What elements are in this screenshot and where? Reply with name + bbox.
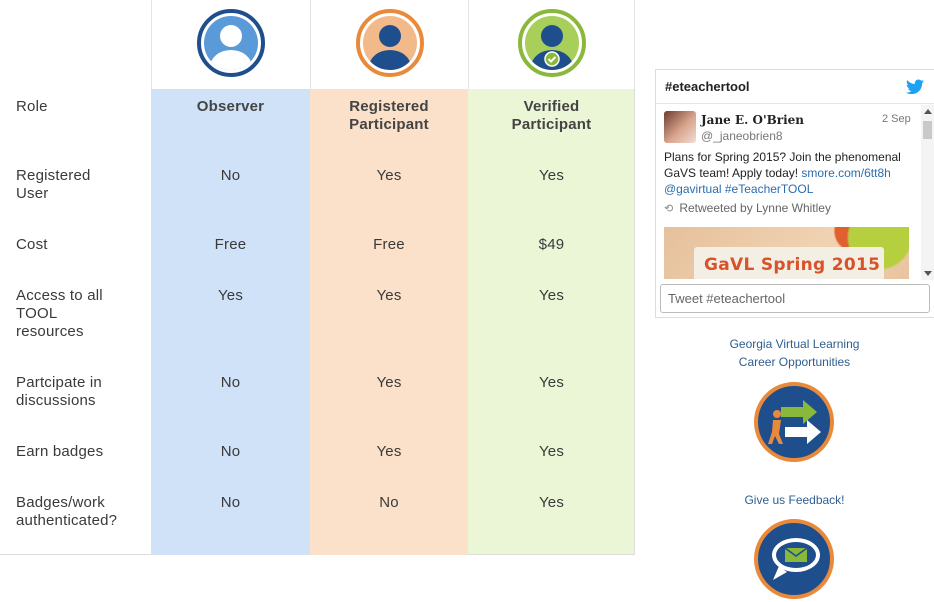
tweet-text [664, 149, 914, 197]
media-card [694, 247, 884, 279]
tweet-mentions[interactable]: @gavirtual #eTeacherTOOL [664, 182, 814, 196]
label-line: Registered [16, 167, 91, 184]
value-cell: Yes [538, 494, 565, 511]
tweet-text-line: Plans for Spring 2015? Join the phenomenal [664, 150, 901, 164]
tweet-text-segment: GaVS team! Apply today! [664, 166, 802, 180]
observer-column [151, 0, 310, 555]
verified-column [468, 0, 635, 555]
tweet-media-image[interactable] [664, 227, 909, 279]
retweet-info [664, 201, 831, 215]
value-cell: $49 [538, 236, 565, 253]
twitter-widget-title[interactable]: #eteachertool [665, 79, 750, 94]
tweet-text-line [664, 165, 914, 181]
value-cell: Yes [376, 287, 402, 304]
value-cell: Free [214, 236, 247, 253]
label-line: Partcipate in [16, 374, 102, 391]
retweet-label: Retweeted by Lynne Whitley [679, 201, 831, 215]
tweet-link[interactable]: smore.com/6tt8h [801, 166, 891, 180]
media-caption: GaVL Spring 2015 [704, 255, 881, 275]
value-cell: Free [373, 236, 405, 253]
row-label-cost [0, 236, 151, 254]
row-label-access [0, 287, 151, 341]
registered-column [310, 0, 468, 555]
value-cell: No [220, 443, 241, 460]
career-opportunities-link[interactable] [655, 335, 934, 371]
value-cell: No [220, 374, 241, 391]
scroll-down-arrow-icon[interactable] [924, 271, 932, 276]
value-cell: No [220, 167, 241, 184]
value-cell: Yes [538, 443, 565, 460]
twitter-bird-icon[interactable] [906, 79, 924, 95]
observer-header [151, 98, 310, 116]
observer-body [151, 89, 310, 555]
label-line: discussions [16, 392, 96, 409]
verified-body [468, 89, 635, 555]
value-cell: No [220, 494, 241, 511]
value-cell: Yes [538, 374, 565, 391]
registered-header [310, 98, 468, 134]
label-line: User [16, 185, 49, 202]
tweet-compose-input[interactable] [660, 284, 930, 313]
observer-user-icon [197, 9, 265, 77]
header-line: Observer [196, 98, 265, 115]
registered-body [310, 89, 468, 555]
retweet-icon: ⟲ [664, 203, 674, 215]
scrollbar-thumb[interactable] [923, 121, 932, 139]
value-cell: Yes [538, 167, 565, 184]
header-line: Registered [349, 98, 429, 115]
scroll-up-arrow-icon[interactable] [924, 109, 932, 114]
feedback-speech-bubble-icon[interactable] [753, 518, 835, 600]
twitter-widget-header [656, 70, 934, 104]
header-line: Verified [523, 98, 580, 115]
label-line: Badges/work [16, 494, 105, 511]
row-label-authenticated [0, 494, 151, 530]
label-line: Earn badges [16, 443, 104, 460]
label-line: Access to all [16, 287, 103, 304]
value-cell: Yes [217, 287, 244, 304]
timeline-scrollbar[interactable] [921, 105, 934, 280]
role-header: Role [16, 98, 48, 115]
observer-avatar-cell [151, 0, 310, 89]
tweet-avatar[interactable] [664, 111, 696, 143]
row-label-badges [0, 443, 151, 461]
twitter-widget [655, 69, 934, 318]
value-cell: Yes [376, 443, 402, 460]
feedback-link[interactable]: Give us Feedback! [744, 493, 845, 507]
career-link-line: Career Opportunities [738, 355, 851, 369]
header-line: Participant [349, 116, 429, 133]
value-cell: Yes [376, 167, 402, 184]
verified-avatar-cell [468, 0, 635, 89]
role-column [0, 0, 151, 555]
value-cell: No [379, 494, 399, 511]
registered-user-icon [356, 9, 424, 77]
row-label-registered-user [0, 167, 151, 203]
registered-avatar-cell [310, 0, 468, 89]
verified-header [468, 98, 635, 134]
tweet-author-handle[interactable]: @_janeobrien8 [701, 129, 783, 143]
label-line: resources [16, 323, 84, 340]
header-line: Participant [511, 116, 592, 133]
row-label-discussions [0, 374, 151, 410]
label-line: authenticated? [16, 512, 118, 529]
tweet-author-name[interactable]: Jane E. O'Brien [701, 113, 805, 127]
partial-circle-icon [770, 0, 820, 2]
value-cell: Yes [376, 374, 402, 391]
verified-user-icon [518, 9, 586, 77]
label-line: TOOL [16, 305, 58, 322]
value-cell: Yes [538, 287, 565, 304]
career-opportunities-icon[interactable] [753, 381, 835, 463]
label-line: Cost [16, 236, 48, 253]
tweet-date[interactable]: 2 Sep [882, 113, 911, 125]
career-link-line: Georgia Virtual Learning [729, 337, 860, 351]
